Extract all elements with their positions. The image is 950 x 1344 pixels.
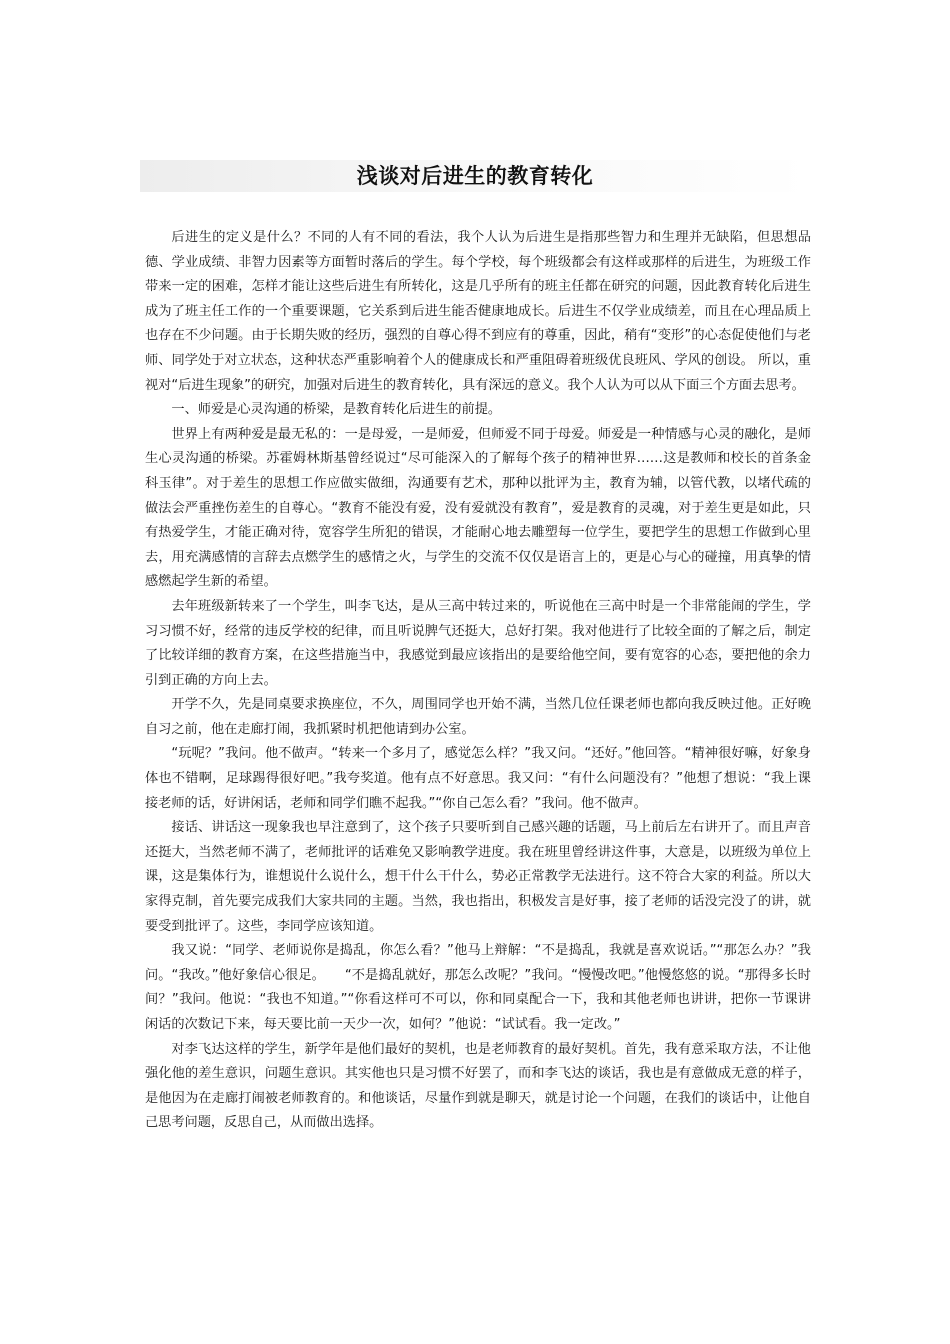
document-body: [145, 226, 811, 1136]
paragraph-school-start: 开学不久，先是同桌要求换座位，不久，周围同学也开始不满，当然几位任课老师也都向我反映过他。正好晚自习之前，他在走廊打闹，我抓紧时机把他请到办公室。: [145, 697, 811, 737]
paragraph-intro: 后进生的定义是什么？不同的人有不同的看法，我个人认为后进生是指那些智力和生理并无缺陷，但思想品德、学业成绩、非智力因素等方面暂时落后的学生。每个学校，每个班级都会有这样或那样的后进生，为班级工作带来一定的困难，怎样才能让这些后进生有所转化，这是几乎所有的班主任都在研究的问题，因此教育转化后进生成为了班主任工作的一个重要课题，它关系到后进生能否健康地成长。后进生不仅学业成绩差，而且在心理品质上也存在不少问题。由于长期失败的经历，强烈的自尊心得不到应有的尊重，因此，稍有“变形”的心态促使他们与老师、同学处于对立状态，这种状态严重影响着个人的健康成长和严重阻碍着班级优良班风、学风的创设。 所以，重视对“后进生现象”的研究，加强对后进生的教育转化，具有深远的意义。我个人认为可以从下面三个方面去思考。: [145, 230, 811, 393]
paragraph-new-student: 去年班级新转来了一个学生，叫李飞达，是从三高中转过来的，听说他在三高中时是一个非常能闹的学生，学习习惯不好，经常的违反学校的纪律，而且听说脾气还挺大，总好打架。我对他进行了比较全面的了解之后，制定了比较详细的教育方案，在这些措施当中，我感觉到最应该指出的是要给他空间，要有宽容的心态，要把他的余力引到正确的方向上去。: [145, 598, 811, 688]
paragraph-dialogue-1: “玩呢？”我问。他不做声。“转来一个多月了，感觉怎么样？”我又问。“还好。”他回答。“精神很好嘛，好象身体也不错啊，足球踢得很好吧。”我夸奖道。他有点不好意思。我又问：“有什么问题没有？”他想了想说：“我上课接老师的话，好讲闲话，老师和同学们瞧不起我。”“你自己怎么看？”我问。他不做声。: [145, 746, 811, 811]
paragraph-talking-issue: 接话、讲话这一现象我也早注意到了，这个孩子只要听到自己感兴趣的话题，马上前后左右讲开了。而且声音还挺大，当然老师不满了，老师批评的话难免又影响教学进度。我在班里曾经讲这件事，大意是，以班级为单位上课，这是集体行为，谁想说什么说什么，想干什么干什么，势必正常教学无法进行。这不符合大家的利益。所以大家得克制，首先要完成我们大家共同的主题。当然，我也指出，积极发言是好事，接了老师的话没完没了的讲，就要受到批评了。这些，李同学应该知道。: [145, 820, 811, 934]
paragraph-dialogue-2: 我又说：“同学、老师说你是捣乱，你怎么看？”他马上辩解：“不是捣乱，我就是喜欢说话。”“那怎么办？”我问。“我改。”他好象信心很足。 “不是捣乱就好，那怎么改呢？”我问。“慢慢改吧。”他慢悠悠的说。“那得多长时间？”我问。他说：“我也不知道。”“你看这样可不可以，你和同桌配合一下，我和其他老师也讲讲，把你一节课讲闲话的次数记下来，每天要比前一天少一次，如何？”他说：“试试看。我一定改。”: [145, 943, 811, 1032]
section-heading-1: 一、师爱是心灵沟通的桥梁，是教育转化后进生的前提。: [171, 402, 502, 418]
document-title: 浅谈对后进生的教育转化: [356, 164, 594, 188]
paragraph-teacher-love: 世界上有两种爱是最无私的：一是母爱，一是师爱，但师爱不同于母爱。师爱是一种情感与心灵的融化，是师生心灵沟通的桥梁。苏霍姆林斯基曾经说过“尽可能深入的了解每个孩子的精神世界……这是教师和校长的首条金科玉律”。对于差生的思想工作应做实做细，沟通要有艺术，那种以批评为主，教育为辅，以管代教，以堵代疏的做法会严重挫伤差生的自尊心。“教育不能没有爱，没有爱就没有教育”，爱是教育的灵魂，对于差生更是如此，只有热爱学生，才能正确对待，宽容学生所犯的错误，才能耐心地去雕塑每一位学生，要把学生的思想工作做到心里去，用充满感情的言辞去点燃学生的感情之火，与学生的交流不仅仅是语言上的，更是心与心的碰撞，用真挚的情感燃起学生新的希望。: [145, 426, 811, 590]
paragraph-new-year-opportunity: 对李飞达这样的学生，新学年是他们最好的契机，也是老师教育的最好契机。首先，我有意采取方法，不让他强化他的差生意识，问题生意识。其实他也只是习惯不好罢了，而和李飞达的谈话，我也是有意做成无意的样子，是他因为在走廊打闹被老师教育的。和他谈话，尽量作到就是聊天，就是讨论一个问题，在我们的谈话中，让他自己思考问题，反思自己，从而做出选择。: [145, 1041, 811, 1131]
